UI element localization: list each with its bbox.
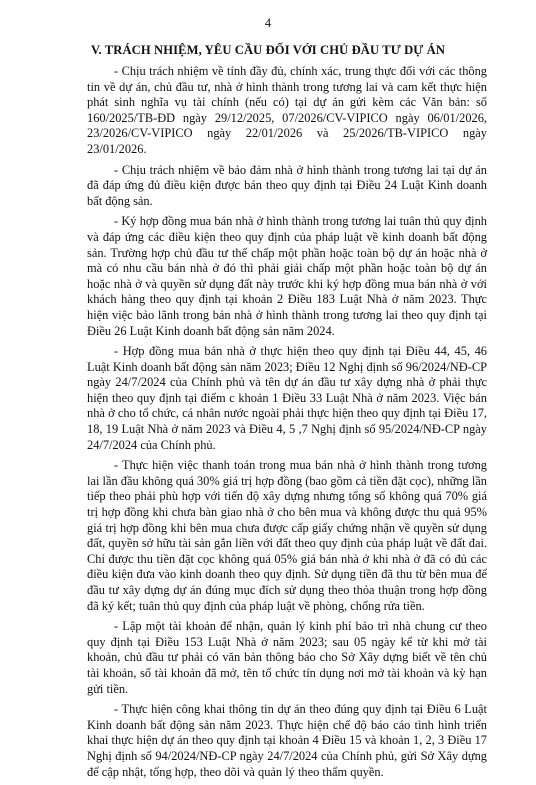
page-number: 4	[264, 16, 272, 30]
paragraph-responsibility-info: - Chịu trách nhiệm về tính đầy đủ, chính xác, trung thực đối với các thông tin về dự án, chủ đầu tư, nhà ở hình thành trong tương lai và cam kết thực hiện phát sinh nghĩa vụ tài chính (nếu có) tại dự án gửi kèm các Văn bản: số 160/2025/TB-ĐD ngày 29/12/2025, 07/2026/CV-VIPICO ngày 06/01/2026, 23/2026/CV-VIPICO ngày 22/01/2026 và 25/2026/TB-VIPICO ngày 23/01/2026.	[87, 64, 487, 156]
paragraph-maintenance-account: - Lập một tài khoản để nhận, quản lý kinh phí bảo trì nhà chung cư theo quy định tại Điều 153 Luật Nhà ở năm 2023; sau 05 ngày kể từ khi mở tài khoản, chủ đầu tư phải có văn bản thông báo cho Sở Xây dựng biết về tên chủ tài khoản, số tài khoản đã mở, tên tổ chức tín dụng nơi mở tài khoản và kỳ hạn gửi tiền.	[87, 619, 487, 696]
paragraph-payment-terms: - Thực hiện việc thanh toán trong mua bán nhà ở hình thành trong tương lai lần đầu không quá 30% giá trị hợp đồng (bao gồm cả tiền đặt cọc), những lần tiếp theo phải phù hợp với tiến độ xây dựng nhưng tổng số không quá 70% giá trị hợp đồng khi chưa bàn giao nhà ở cho bên mua và không được thu quá 95% giá trị hợp đồng khi bên mua chưa được cấp giấy chứng nhận về quyền sử dụng đất, quyền sở hữu tài sản gắn liền với đất theo quy định của pháp luật về đất đai. Chỉ được thu tiền đặt cọc không quá 05% giá bán nhà ở khi nhà ở đã có đủ các điều kiện đưa vào kinh doanh theo quy định. Sử dụng tiền đã thu từ bên mua để đầu tư xây dựng dự án đúng mục đích sử dụng theo thỏa thuận trong hợp đồng đã ký kết; tuân thủ quy định của pháp luật về phòng, chống rửa tiền.	[87, 458, 487, 613]
paragraph-contract-regulations: - Hợp đồng mua bán nhà ở thực hiện theo quy định tại Điều 44, 45, 46 Luật Kinh doanh bất động sản năm 2023; Điều 12 Nghị định số 96/2024/NĐ-CP ngày 24/7/2024 của Chính phủ và tên dự án đầu tư xây dựng nhà ở phải thực hiện theo quy định tại điểm c khoản 1 Điều 33 Luật Nhà ở năm 2023. Việc bán nhà ở cho tổ chức, cá nhân nước ngoài phải thực hiện theo quy định tại Điều 17, 18, 19 Luật Nhà ở năm 2023 và Điều 4, 5 ,7 Nghị định số 95/2024/NĐ-CP ngày 24/7/2024 của Chính phủ.	[87, 344, 487, 452]
paragraph-sale-conditions: - Chịu trách nhiệm về bảo đảm nhà ở hình thành trong tương lai tại dự án đã đáp ứng đủ điều kiện được bán theo quy định tại Điều 24 Luật Kinh doanh bất động sản.	[87, 162, 487, 208]
section-body	[87, 64, 487, 785]
paragraph-sale-contract-signing: - Ký hợp đồng mua bán nhà ở hình thành trong tương lai tuân thủ quy định và đáp ứng các điều kiện theo quy định của pháp luật về kinh doanh bất động sản. Trường hợp chủ đầu tư thế chấp một phần hoặc toàn bộ dự án hoặc nhà ở mà có nhu cầu bán nhà ở đó thì phải giải chấp một phần hoặc toàn bộ dự án hoặc nhà ở và quyền sử dụng đất này trước khi ký hợp đồng mua bán nhà ở với khách hàng theo quy định tại khoản 2 Điều 183 Luật Nhà ở năm 2023. Thực hiện việc bảo lãnh trong bán nhà ở hình thành trong tương lai theo quy định tại Điều 26 Luật Kinh doanh bất động sản năm 2024.	[87, 214, 487, 338]
section-heading: V. TRÁCH NHIỆM, YÊU CẦU ĐỐI VỚI CHỦ ĐẦU TƯ DỰ ÁN	[90, 43, 446, 57]
paragraph-public-disclosure: - Thực hiện công khai thông tin dự án theo đúng quy định tại Điều 6 Luật Kinh doanh bất động sản năm 2023. Thực hiện chế độ báo cáo tình hình triển khai thực hiện dự án theo quy định tại khoản 4 Điều 15 và khoản 1, 2, 3 Điều 17 Nghị định số 94/2024/NĐ-CP ngày 24/7/2024 của Chính phủ, gửi Sở Xây dựng để cập nhật, tổng hợp, theo dõi và quản lý theo thẩm quyền.	[87, 702, 487, 779]
